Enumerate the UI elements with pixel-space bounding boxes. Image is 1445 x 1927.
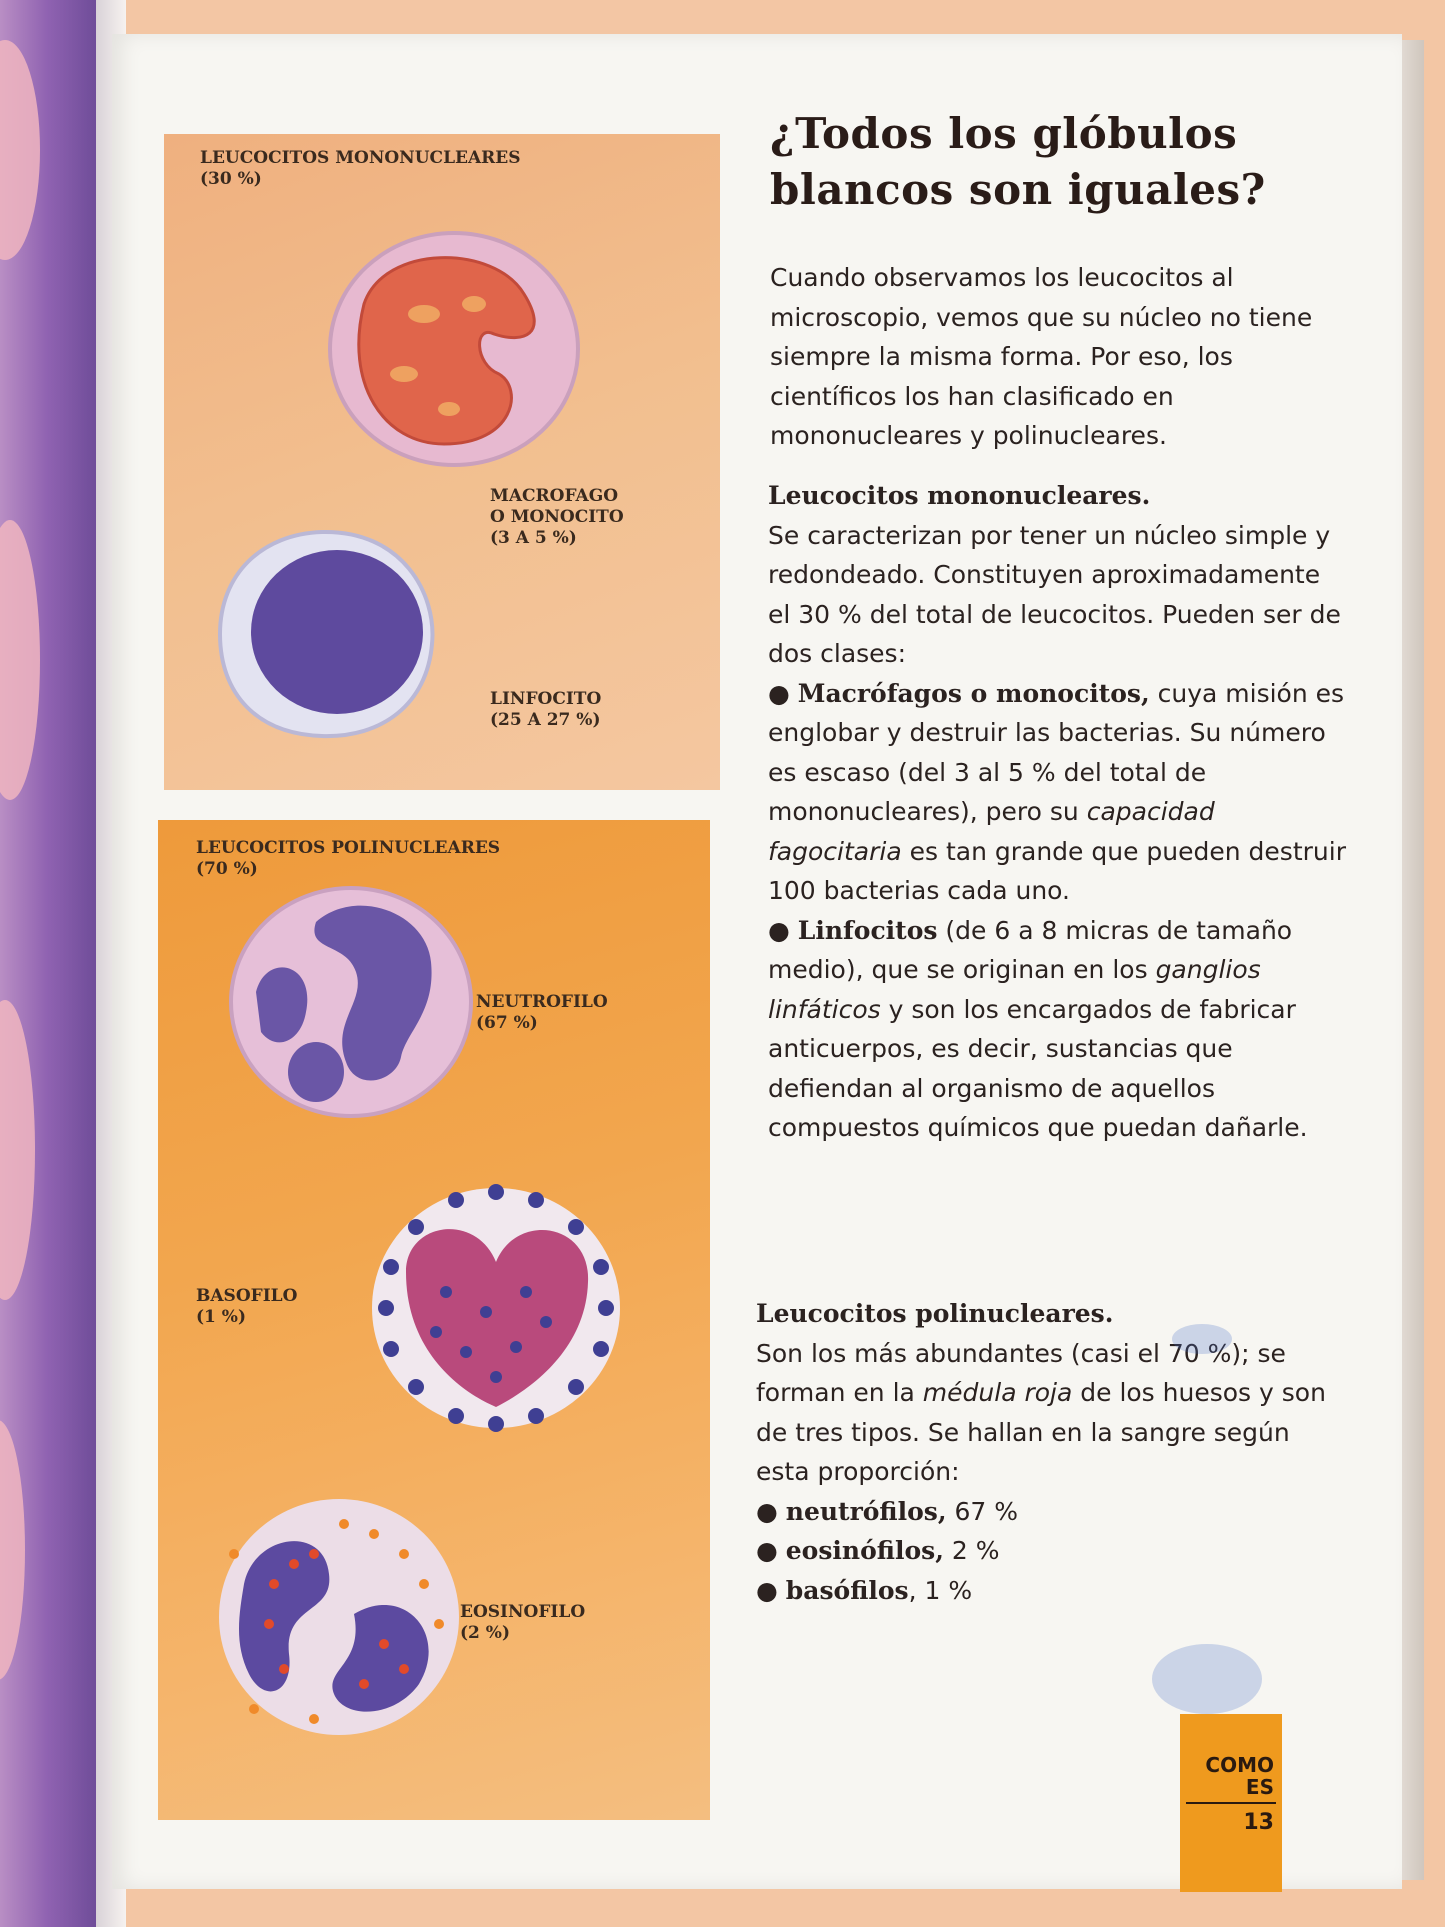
mononuclear-heading-text: Leucocitos mononucleares. xyxy=(768,481,1151,510)
page-number: 13 xyxy=(1243,1810,1274,1835)
ink-smudge xyxy=(1152,1644,1262,1714)
bullet-macrofagos xyxy=(768,674,1348,911)
illustration-blob xyxy=(0,1000,35,1300)
linfocito-label: LINFOCITO (25 A 27 %) xyxy=(490,689,602,730)
mononuclear-section xyxy=(768,476,1348,1148)
list-item-bold: eosinófilos, xyxy=(785,1536,944,1565)
macrofago-label: MACROFAGO O MONOCITO (3 A 5 %) xyxy=(490,486,624,548)
bullet1-text-a: cuya misión es englobar y destruir las bacterias. Su número es escaso (del 3 al 5 % del total de mononucleares), pero su xyxy=(768,678,1345,826)
poly-text-b: de los huesos y son de tres tipos. Se hallan en la sangre según esta proporción: xyxy=(756,1378,1326,1486)
intro-paragraph xyxy=(770,258,1340,456)
polinuclear-heading: LEUCOCITOS POLINUCLEARES (70 %) xyxy=(196,838,501,879)
list-item-rest: 67 % xyxy=(946,1496,1019,1526)
ink-smudge xyxy=(1172,1324,1232,1354)
series-label: COMO ES xyxy=(1205,1753,1274,1799)
book-page xyxy=(112,34,1402,1889)
neutrofilo-label: NEUTROFILO (67 %) xyxy=(476,992,608,1033)
bullet-linfocitos xyxy=(768,911,1348,1148)
mononuclear-text: Se caracterizan por tener un núcleo simple y redondeado. Constituyen aproximadamente el 30 % del total de leucocitos. Pueden ser de dos clases: xyxy=(768,520,1341,668)
bullet2-bold: Linfocitos xyxy=(797,915,938,945)
list-item-rest: 2 % xyxy=(943,1536,1000,1565)
eosinofilo-label: EOSINOFILO (2 %) xyxy=(460,1602,586,1643)
mononuclear-panel xyxy=(164,134,720,790)
bullet-icon: ● xyxy=(756,1536,778,1565)
illustration-blob xyxy=(0,40,40,260)
neutrophil-illustration xyxy=(226,882,476,1122)
bullet-icon: ● xyxy=(768,915,790,945)
macrophage-illustration xyxy=(324,224,584,474)
bullet2-italic: ganglios linfáticos xyxy=(768,955,1261,1024)
list-item-bold: basófilos xyxy=(785,1575,909,1605)
basofilo-label: BASOFILO (1 %) xyxy=(196,1286,298,1327)
bullet-icon: ● xyxy=(756,1575,778,1605)
mononuclear-heading: LEUCOCITOS MONONUCLEARES (30 %) xyxy=(200,148,521,189)
bullet-icon: ● xyxy=(768,678,790,708)
polynuclear-panel xyxy=(158,820,710,1820)
lymphocyte-illustration xyxy=(212,524,442,744)
bullet-icon: ● xyxy=(756,1496,778,1526)
polynuclear-text xyxy=(756,1334,1346,1492)
list-item-rest: , 1 % xyxy=(908,1575,973,1605)
poly-italic: médula roja xyxy=(922,1378,1073,1407)
list-item-bold: neutrófilos, xyxy=(785,1496,947,1526)
bullet1-bold: Macrófagos o monocitos, xyxy=(797,678,1150,708)
list-item xyxy=(756,1531,1346,1571)
illustration-blob xyxy=(0,1420,25,1680)
bullet2-text-a: (de 6 a 8 micras de tamaño medio), que se originan en los xyxy=(768,915,1293,984)
list-item xyxy=(756,1571,1346,1611)
polynuclear-section xyxy=(756,1294,1346,1610)
page-title: ¿Todos los glóbulos blancos son iguales? xyxy=(770,109,1266,214)
illustration-blob xyxy=(0,520,40,800)
bullet1-italic: capacidad fagocitaria xyxy=(768,797,1215,866)
badge-divider xyxy=(1186,1802,1276,1804)
poly-text-a: Son los más abundantes (casi el 70 %); se forman en la xyxy=(756,1338,1286,1407)
page-number-badge xyxy=(1180,1714,1282,1892)
bullet2-text-b: y son los encargados de fabricar anticuerpos, es decir, sustancias que defiendan al organismo de aquellos compuestos químicos que puedan dañarle. xyxy=(768,994,1308,1142)
list-item xyxy=(756,1492,1346,1532)
eosinophil-illustration xyxy=(214,1494,464,1740)
basophil-illustration xyxy=(366,1182,626,1434)
polynuclear-heading-text: Leucocitos polinucleares. xyxy=(756,1299,1114,1328)
intro-text: Cuando observamos los leucocitos al microscopio, vemos que su núcleo no tiene siempre la misma forma. Por eso, los científicos los han clasificado en mononucleares y polinucleares. xyxy=(770,263,1313,450)
bullet1-text-b: es tan grande que pueden destruir 100 bacterias cada uno. xyxy=(768,836,1346,905)
